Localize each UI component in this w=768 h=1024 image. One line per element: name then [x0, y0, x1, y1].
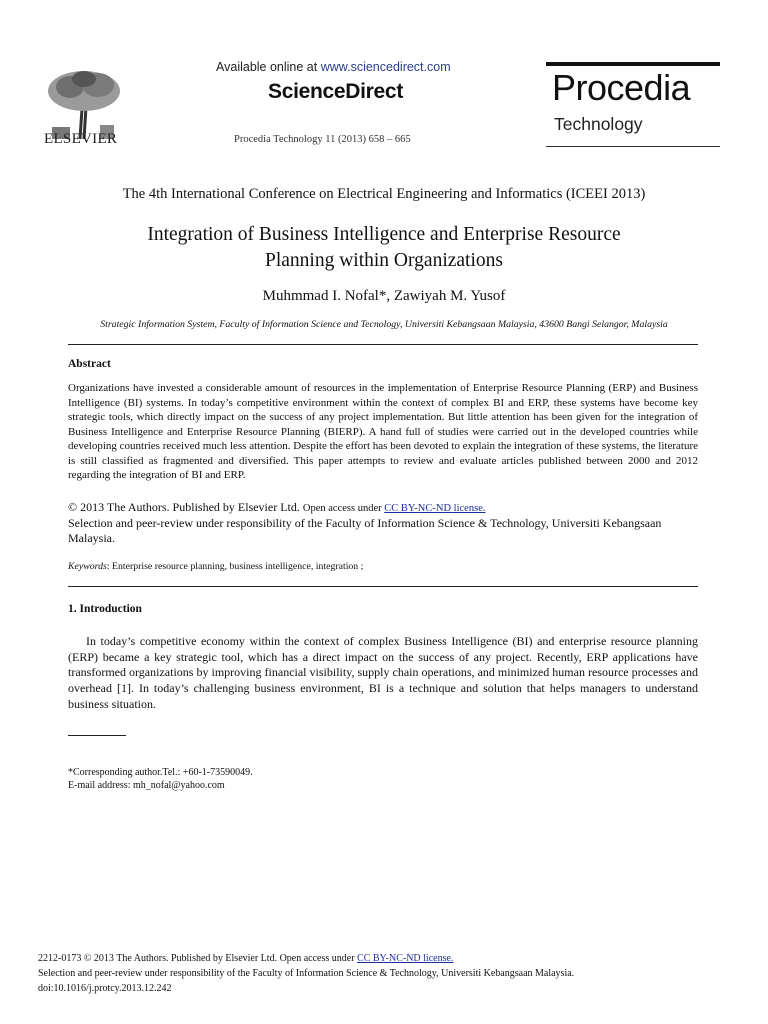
procedia-subtitle: Technology	[554, 114, 643, 134]
footer-issn-line	[38, 953, 453, 964]
abstract-heading: Abstract	[68, 358, 111, 370]
rule-top	[68, 344, 698, 345]
sciencedirect-url[interactable]: www.sciencedirect.com	[320, 60, 451, 74]
sciencedirect-logo: ScienceDirect	[268, 80, 404, 103]
keywords	[68, 561, 363, 572]
journal-reference: Procedia Technology 11 (2013) 658 – 665	[234, 134, 411, 145]
procedia-logo: Procedia	[552, 67, 691, 108]
authors: Muhmmad I. Nofal*, Zawiyah M. Yusof	[262, 288, 506, 304]
procedia-top-rule	[546, 62, 720, 66]
corresponding-author: *Corresponding author.Tel.: +60-1-73590049.	[68, 767, 253, 778]
available-prefix: Available online at	[216, 60, 321, 74]
conference-name: The 4th International Conference on Electrical Engineering and Informatics (ICEEI 2013)	[122, 186, 646, 202]
footer-open-access: Open access under	[279, 953, 358, 964]
affiliation: Strategic Information System, Faculty of Information Science and Tecnology, Universiti Kebangsaan Malaysia, 43600 Bangi Selangor, Malaysia	[100, 319, 668, 330]
copyright-text: © 2013 The Authors. Published by Elsevier Ltd.	[68, 500, 303, 514]
peer-review-statement: Selection and peer-review under responsibility of the Faculty of Information Science & Technology, Universiti Kebangsaan Malaysia.	[68, 516, 662, 545]
paper-title	[60, 222, 708, 274]
rule-bottom	[68, 586, 698, 587]
footer-doi: doi:10.1016/j.protcy.2013.12.242	[38, 983, 172, 994]
keywords-text: : Enterprise resource planning, business intelligence, integration ;	[106, 561, 364, 572]
introduction-body: In today’s competitive economy within the context of complex Business Intelligence (BI) and enterprise resource planning (ERP) became a key strategic tool, which has a direct impact on the success of any project. Recently, ERP applications have transformed organizations by improving financial visibility, supply chain operations, and minimized human resource processes and overhead [1]. In today’s challenging business environment, BI is a technique and solution that helps managers to understand business situation.	[68, 634, 698, 711]
title-line-2: Planning within Organizations	[265, 250, 503, 271]
footnote-rule	[68, 735, 126, 736]
introduction-heading: 1. Introduction	[68, 603, 142, 615]
footer-issn-text: 2212-0173 © 2013 The Authors. Published by Elsevier Ltd.	[38, 953, 280, 964]
abstract-body: Organizations have invested a considerable amount of resources in the implementation of Enterprise Resource Planning (ERP) and Business Intelligence (BI) systems. In today’s competitive environment within the context of complex BI and ERP, these systems have become key strategic tools, which directly impact on the success of any project implementation. But little attention has been given for the integration of Business Intelligence and Enterprise Resource Planning (BIERP). A hand full of studies were carried out in the developed countries while developing countries received much less attention. Despite the effort has been devoted to explain the integration of these systems, the literature is still classified as fragmented and diversified. This paper attempts to review and evaluate articles published between 2000 and 2012 regarding the integration of BI and ERP.	[68, 382, 698, 481]
title-line-1: Integration of Business Intelligence and Enterprise Resource	[147, 224, 621, 245]
footer-peer-review: Selection and peer-review under responsibility of the Faculty of Information Science & Technology, Universiti Kebangsaan Malaysia.	[38, 968, 575, 979]
available-online	[216, 60, 451, 74]
elsevier-wordmark: ELSEVIER	[44, 131, 118, 147]
copyright-line	[68, 500, 708, 516]
open-access-text: Open access under	[302, 503, 385, 514]
license-link[interactable]: CC BY-NC-ND license.	[384, 503, 486, 514]
keywords-label: Keywords	[68, 561, 107, 572]
email-address: E-mail address: mh_nofal@yahoo.com	[68, 780, 225, 791]
footer-license-link[interactable]: CC BY-NC-ND license.	[357, 953, 454, 964]
procedia-bottom-rule	[546, 146, 720, 147]
